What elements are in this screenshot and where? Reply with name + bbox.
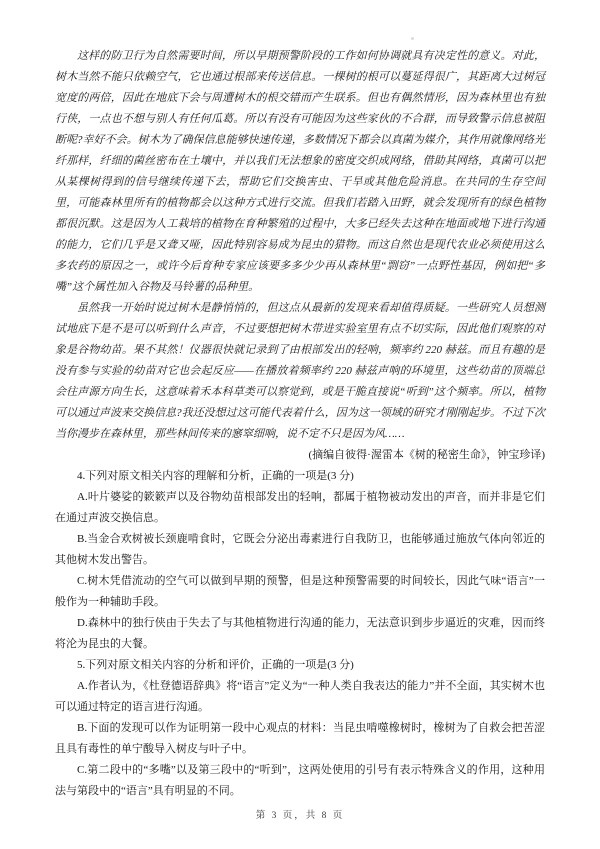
page-content (55, 46, 545, 802)
passage-attribution: (摘编自彼得·渥雷本《树的秘密生命》，钟宝珍译) (308, 449, 545, 461)
question-5-option-a: A.作者认为，《杜登德语辞典》将“语言”定义为“一种人类自我表达的能力”并不全面，其实树木也可以通过特定的语言进行沟通。 (55, 680, 545, 713)
passage-paragraph-1: 这样的防卫行为自然需要时间，所以早期预警阶段的工作如何协调就具有决定性的意义。对此，树木当然不能只依赖空气，它也通过根部来传送信息。一棵树的根可以蔓延得很广，其距离大过树冠宽度的两倍，因此在地底下会与周遭树木的根交错而产生联系。但也有偶然情形，因为森林里也有独行侠，一点也不想与别人有任何瓜葛。所以有没有可能因为这些家伙的不合群，而导致警示信息被阻断呢?幸好不会。树木为了确保信息能够快速传递，多数情况下都会以真菌为媒介，其作用就像网络光纤那样，纤细的菌丝密布在土壤中，并以我们无法想象的密度交织成网络，借助其网络，真菌可以把从某棵树得到的信号继续传递下去，帮助它们交换害虫、干旱或其他危险消息。在共同的生存空间里，可能森林里所有的植物都会以这种方式进行交流。但我们若踏入田野，就会发现所有的绿色植物都很沉默。这是因为人工栽培的植物在育种繁殖的过程中，大多已经失去这种在地面或地下进行沟通的能力，它们几乎是又聋又哑，因此特别容易成为昆虫的猎物。而这自然也是现代农业必须使用这么多农药的原因之一，或许今后育种专家应该要多多少少再从森林里“剽窃”一点野性基因，例如把“多嘴”这个属性加入谷物及马铃薯的品种里。 (55, 50, 545, 293)
passage-paragraph-2: 虽然我一开始时说过树木是静悄悄的，但这点从最新的发现来看却值得质疑。一些研究人员想测试地底下是不是可以听到什么声音，不过要想把树木带进实验室里有点不切实际，因此他们观察的对象是谷物幼苗。果不其然！仪器很快就记录到了由根部发出的轻响，频率约 220 赫兹。而且有趣的是没有参与实验的幼苗对它也会起反应——在播放着频率约 220 赫兹声响的环境里，这些幼苗的顶端总会往声源方向生长，这意味着禾本科草类可以察觉到，或是干脆直接说“听到”这个频率。所以，植物可以通过声波来交换信息?我还没想过这可能代表着什么，因为这一领域的研究才刚刚起步。不过下次当你漫步在森林里，那些林间传来的窸窣细响，说不定不只是因为风…… (55, 302, 545, 440)
question-5-option-b: B.下面的发现可以作为证明第一段中心观点的材料：当昆虫啃噬橡树时，橡树为了自救会把苦涩且具有毒性的单宁酸导入树皮与叶子中。 (55, 722, 545, 755)
question-4-option-c: C.树木凭借流动的空气可以做到早期的预警，但是这种预警需要的时间较长，因此气味“语言”一般作为一种辅助手段。 (55, 575, 545, 608)
question-4-option-d: D.森林中的独行侠由于失去了与其他植物进行沟通的能力，无法意识到步步逼近的灾难，因而终将沦为昆虫的大餐。 (55, 617, 545, 650)
scan-artifact-dot (411, 37, 414, 40)
question-5-option-c: C.第二段中的“多嘴”以及第三段中的“听到”，这两处使用的引号有表示特殊含义的作用，这种用法与第段中的“语言”具有明显的不同。 (55, 764, 545, 797)
question-4-option-b: B.当金合欢树被长颈鹿啃食时，它既会分泌出毒素进行自我防卫，也能够通过施放气体向邻近的其他树木发出警告。 (55, 533, 545, 566)
question-4-stem: 4.下列对原文相关内容的理解和分析，正确的一项是(3 分) (77, 470, 354, 482)
question-4-option-a: A.叶片婆娑的簌簌声以及谷物幼苗根部发出的轻响，都属于植物被动发出的声音，而并非是它们在通过声波交换信息。 (55, 491, 545, 524)
question-5-stem: 5.下列对原文相关内容的分析和评价，正确的一项是(3 分) (77, 659, 354, 671)
page-number: 第 3 页，共 8 页 (255, 811, 345, 821)
